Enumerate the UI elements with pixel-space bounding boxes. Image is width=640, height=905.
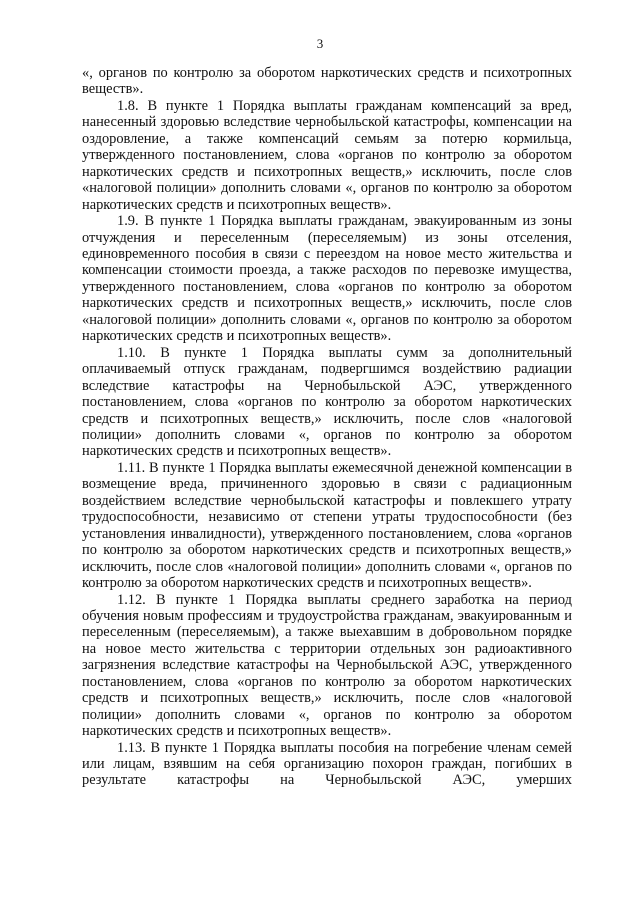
paragraph-1-10: 1.10. В пункте 1 Порядка выплаты сумм за дополнительный оплачиваемый отпуск гражданам, подвергшимся воздействию радиации вследствие катастрофы на Чернобыльской АЭС, утвержденного постановлением, слова «органов по контролю за оборотом наркотических средств и психотропных веществ,» исключить, после слов «налоговой полиции» дополнить словами «, органов по контролю за оборотом наркотических средств и психотропных веществ». [82, 344, 572, 460]
document-body [82, 65, 572, 789]
paragraph-continuation: «, органов по контролю за оборотом наркотических средств и психотропных веществ». [82, 65, 572, 98]
paragraph-1-9: 1.9. В пункте 1 Порядка выплаты гражданам, эвакуированным из зоны отчуждения и переселенным (переселяемым) из зоны отселения, единовременного пособия в связи с переездом на новое место жительства и компенсации стоимости проезда, а также расходов по перевозке имущества, утвержденного постановлением, слова «органов по контролю за оборотом наркотических средств и психотропных веществ,» исключить, после слов «налоговой полиции» дополнить словами «, органов по контролю за оборотом наркотических средств и психотропных веществ». [82, 213, 572, 345]
page-number: 3 [316, 36, 324, 51]
paragraph-1-8: 1.8. В пункте 1 Порядка выплаты гражданам компенсаций за вред, нанесенный здоровью вследствие чернобыльской катастрофы, компенсации на оздоровление, а также компенсаций семьям за потерю кормильца, утвержденного постановлением, слова «органов по контролю за оборотом наркотических средств и психотропных веществ,» исключить, после слов «налоговой полиции» дополнить словами «, органов по контролю за оборотом наркотических средств и психотропных веществ». [82, 97, 572, 213]
paragraph-1-13: 1.13. В пункте 1 Порядка выплаты пособия на погребение членам семей или лицам, взявшим на себя организацию похорон граждан, погибших в результате катастрофы на Чернобыльской АЭС, умерших [82, 739, 572, 789]
paragraph-1-11: 1.11. В пункте 1 Порядка выплаты ежемесячной денежной компенсации в возмещение вреда, причиненного здоровью в связи с радиационным воздействием вследствие чернобыльской катастрофы и повлекшего утрату трудоспособности, независимо от степени утраты трудоспособности (без установления инвалидности), утвержденного постановлением, слова «органов по контролю за оборотом наркотических средств и психотропных веществ,» исключить, после слов «налоговой полиции» дополнить словами «, органов по контролю за оборотом наркотических средств и психотропных веществ». [82, 459, 572, 592]
paragraph-1-12: 1.12. В пункте 1 Порядка выплаты среднего заработка на период обучения новым профессиям и трудоустройства гражданам, эвакуированным и переселенным (переселяемым), а также выехавшим в добровольном порядке на новое место жительства с территории отдельных зон радиоактивного загрязнения вследствие катастрофы на Чернобыльской АЭС, утвержденного постановлением, слова «органов по контролю за оборотом наркотических средств и психотропных веществ,» исключить, после слов «налоговой полиции» дополнить словами «, органов по контролю за оборотом наркотических средств и психотропных веществ». [82, 591, 572, 740]
